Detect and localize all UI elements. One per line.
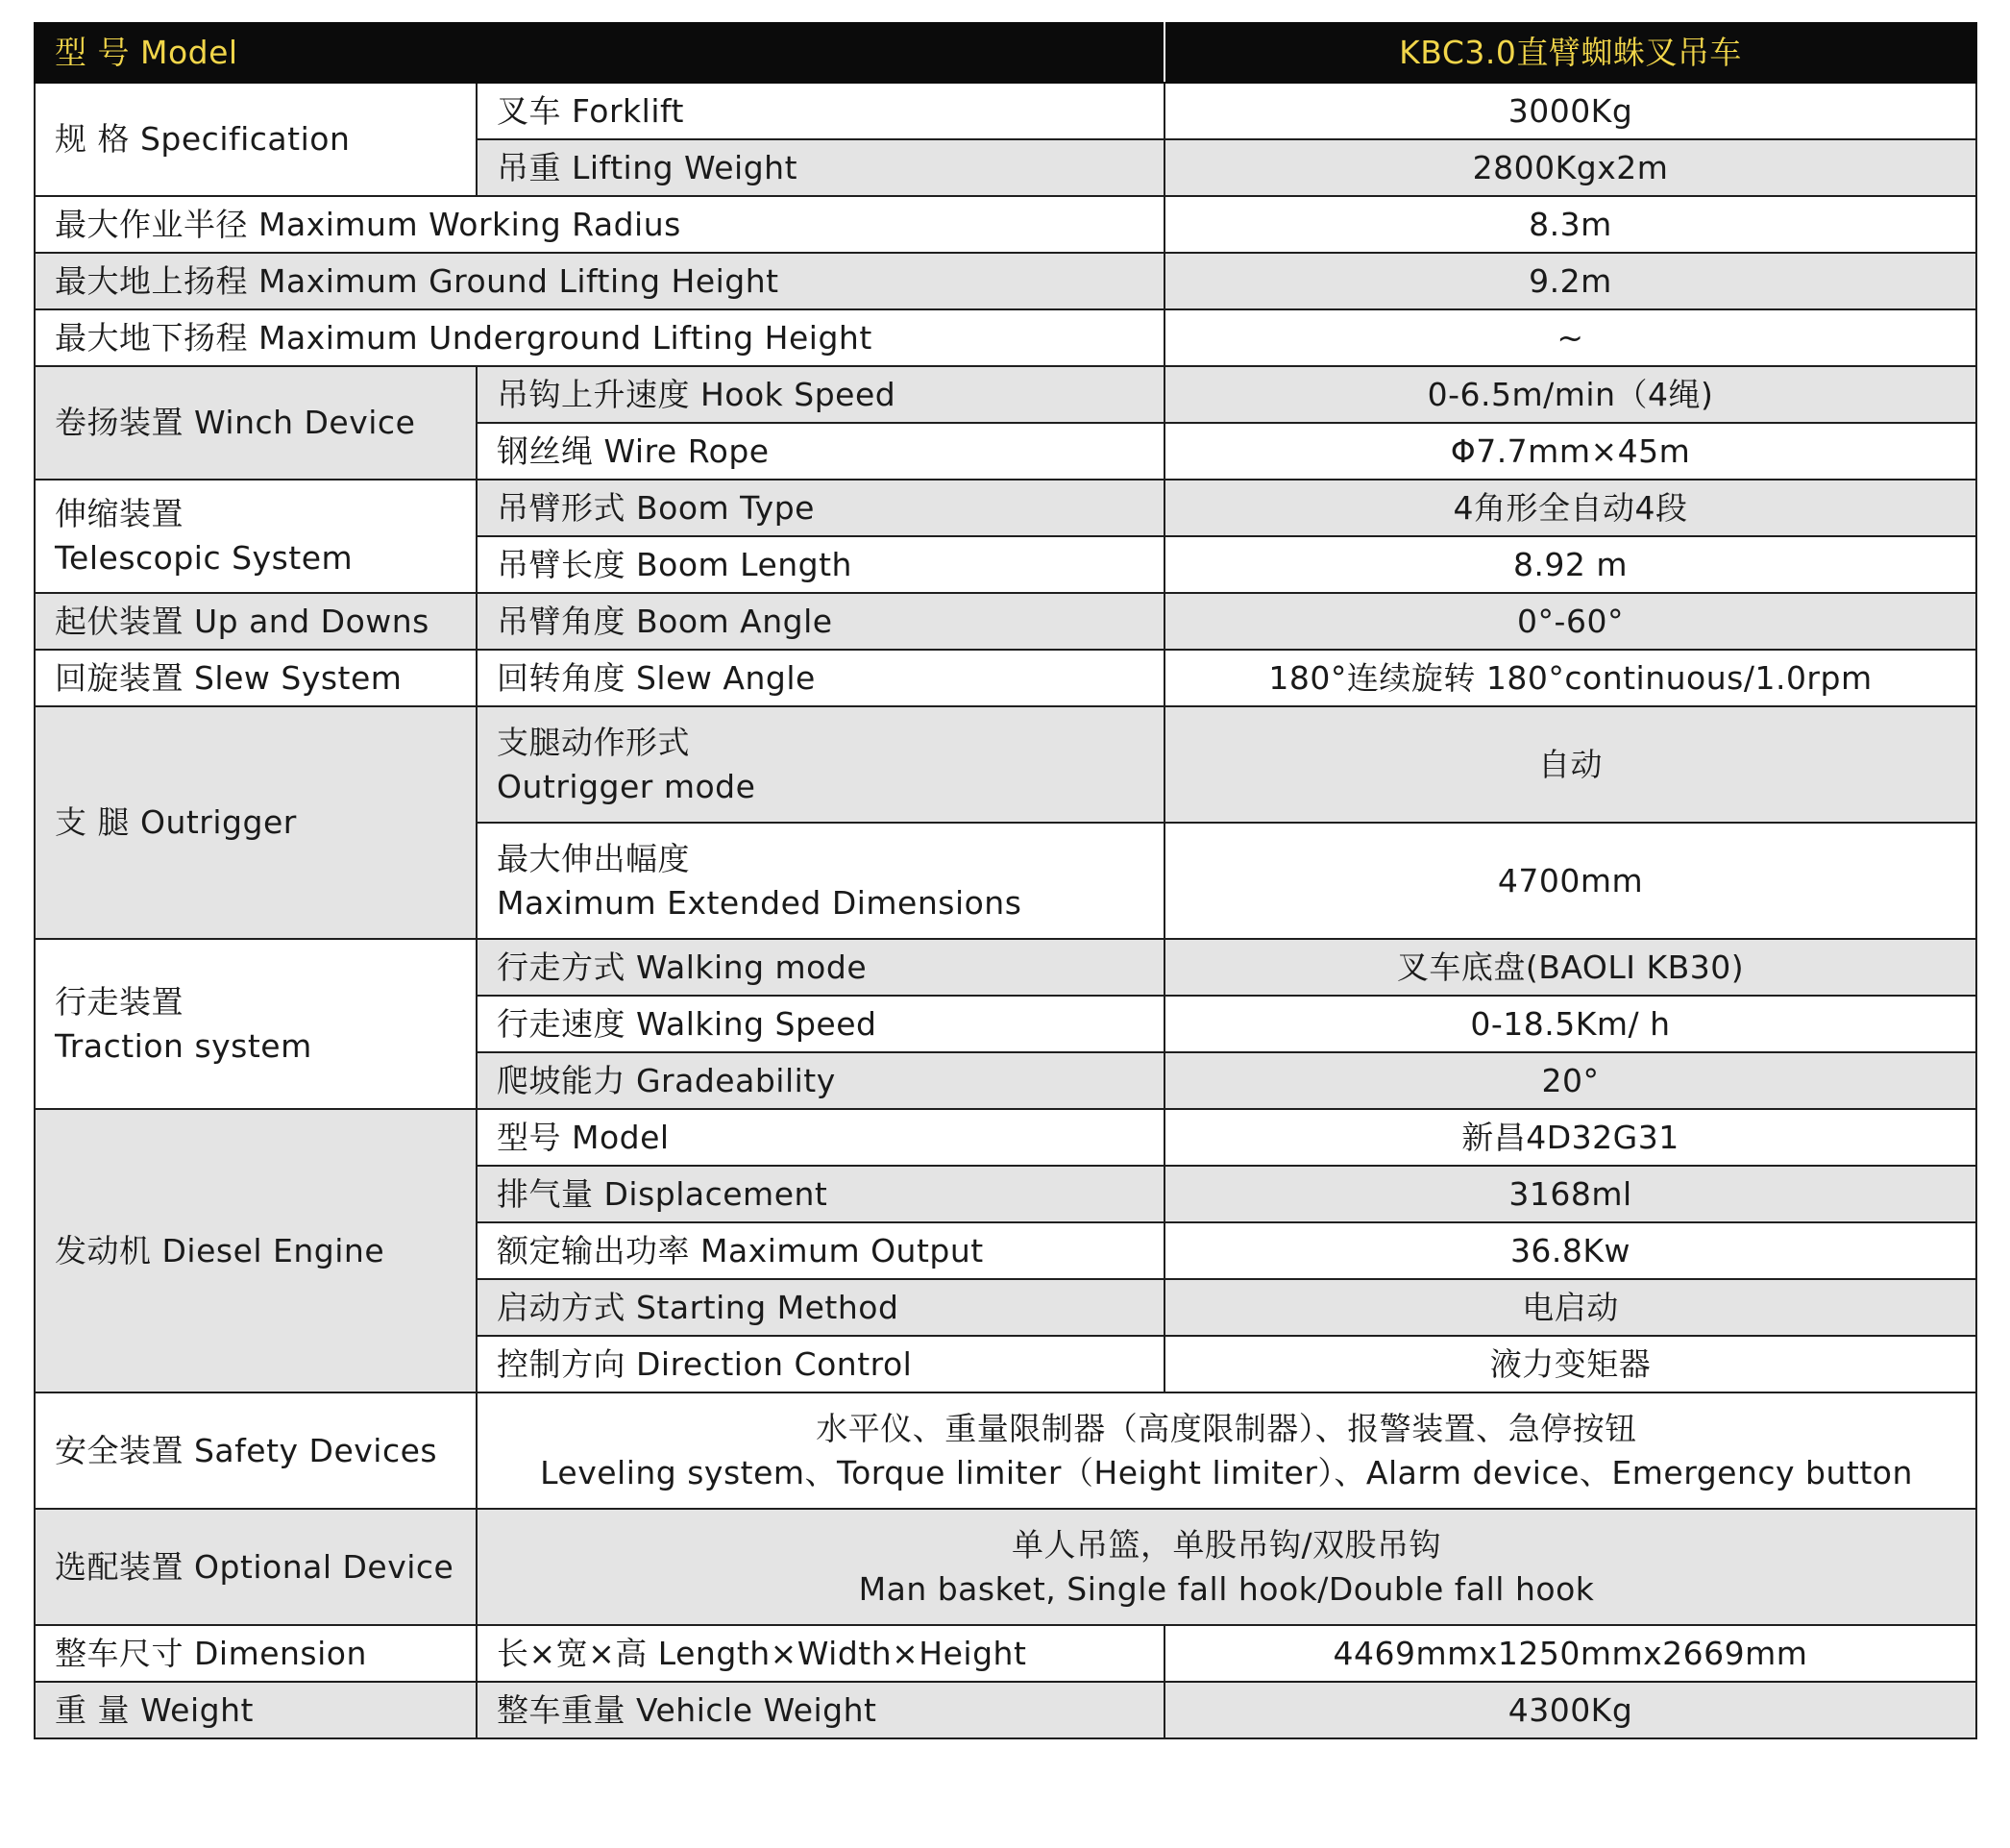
- safety-devices-en: Leveling system、Torque limiter（Height limiter）、Alarm device、Emergency button: [540, 1453, 1913, 1491]
- telescopic-group-cn: 伸缩装置: [55, 495, 184, 532]
- optional-group-label: 选配装置 Optional Device: [35, 1509, 477, 1625]
- optional-devices-cn: 单人吊篮，单股吊钩/双股吊钩: [1011, 1525, 1442, 1564]
- working-radius-label: 最大作业半径 Maximum Working Radius: [35, 196, 1164, 253]
- engine-group-label: 发动机 Diesel Engine: [35, 1109, 477, 1392]
- spec-group-label: 规 格 Specification: [35, 83, 477, 196]
- extended-dimensions-en: Maximum Extended Dimensions: [497, 883, 1022, 922]
- weight-group-label: 重 量 Weight: [35, 1682, 477, 1738]
- table-row: [35, 309, 1976, 366]
- lifting-weight-label: 吊重 Lifting Weight: [477, 139, 1164, 196]
- outrigger-mode-en: Outrigger mode: [497, 767, 756, 805]
- safety-devices-value: [477, 1392, 1976, 1509]
- max-output-value: 36.8Kw: [1164, 1222, 1976, 1279]
- spec-sheet: [34, 22, 1975, 1739]
- dimension-label: 长×宽×高 Length×Width×Height: [477, 1625, 1164, 1682]
- optional-devices-en: Man basket, Single fall hook/Double fall hook: [858, 1569, 1595, 1608]
- boom-angle-value: 0°-60°: [1164, 593, 1976, 650]
- spec-table: [34, 22, 1977, 1739]
- extended-dimensions-label: [477, 823, 1164, 939]
- gradeability-label: 爬坡能力 Gradeability: [477, 1052, 1164, 1109]
- engine-model-label: 型号 Model: [477, 1109, 1164, 1166]
- max-output-label: 额定输出功率 Maximum Output: [477, 1222, 1164, 1279]
- extended-dimensions-value: 4700mm: [1164, 823, 1976, 939]
- boom-type-value: 4角形全自动4段: [1164, 480, 1976, 536]
- displacement-label: 排气量 Displacement: [477, 1166, 1164, 1222]
- walking-speed-value: 0-18.5Km/ h: [1164, 996, 1976, 1052]
- walking-mode-value: 叉车底盘(BAOLI KB30): [1164, 939, 1976, 996]
- slew-angle-label: 回转角度 Slew Angle: [477, 650, 1164, 706]
- forklift-value: 3000Kg: [1164, 83, 1976, 139]
- winch-group-label: 卷扬装置 Winch Device: [35, 366, 477, 480]
- updown-group-label: 起伏装置 Up and Downs: [35, 593, 477, 650]
- outrigger-group-label: 支 腿 Outrigger: [35, 706, 477, 939]
- forklift-label: 叉车 Forklift: [477, 83, 1164, 139]
- engine-model-value: 新昌4D32G31: [1164, 1109, 1976, 1166]
- header-row: [35, 23, 1976, 83]
- boom-length-label: 吊臂长度 Boom Length: [477, 536, 1164, 593]
- dimension-value: 4469mmx1250mmx2669mm: [1164, 1625, 1976, 1682]
- gradeability-value: 20°: [1164, 1052, 1976, 1109]
- traction-group-en: Traction system: [55, 1026, 312, 1065]
- starting-method-label: 启动方式 Starting Method: [477, 1279, 1164, 1336]
- ground-height-value: 9.2m: [1164, 253, 1976, 309]
- table-row: [35, 196, 1976, 253]
- direction-control-value: 液力变矩器: [1164, 1336, 1976, 1392]
- boom-angle-label: 吊臂角度 Boom Angle: [477, 593, 1164, 650]
- safety-group-label: 安全装置 Safety Devices: [35, 1392, 477, 1509]
- safety-devices-cn: 水平仪、重量限制器（高度限制器）、报警装置、急停按钮: [816, 1409, 1637, 1447]
- table-row: [35, 650, 1976, 706]
- table-row: [35, 706, 1976, 823]
- displacement-value: 3168ml: [1164, 1166, 1976, 1222]
- telescopic-group-label: [35, 480, 477, 593]
- model-value: KBC3.0直臂蜘蛛叉吊车: [1164, 23, 1976, 83]
- lifting-weight-value: 2800Kgx2m: [1164, 139, 1976, 196]
- table-row: [35, 1682, 1976, 1738]
- telescopic-group-en: Telescopic System: [55, 539, 354, 577]
- table-row: [35, 480, 1976, 536]
- dimension-group-label: 整车尺寸 Dimension: [35, 1625, 477, 1682]
- vehicle-weight-label: 整车重量 Vehicle Weight: [477, 1682, 1164, 1738]
- slew-angle-value: 180°连续旋转 180°continuous/1.0rpm: [1164, 650, 1976, 706]
- model-label: 型 号 Model: [35, 23, 1164, 83]
- walking-speed-label: 行走速度 Walking Speed: [477, 996, 1164, 1052]
- table-row: [35, 939, 1976, 996]
- walking-mode-label: 行走方式 Walking mode: [477, 939, 1164, 996]
- hook-speed-value: 0-6.5m/min（4绳): [1164, 366, 1976, 423]
- wire-rope-value: Φ7.7mm×45m: [1164, 423, 1976, 480]
- table-row: [35, 593, 1976, 650]
- extended-dimensions-cn: 最大伸出幅度: [497, 839, 690, 877]
- table-row: [35, 1509, 1976, 1625]
- table-row: [35, 253, 1976, 309]
- wire-rope-label: 钢丝绳 Wire Rope: [477, 423, 1164, 480]
- table-row: [35, 83, 1976, 139]
- outrigger-mode-label: [477, 706, 1164, 823]
- underground-height-label: 最大地下扬程 Maximum Underground Lifting Height: [35, 309, 1164, 366]
- underground-height-value: ~: [1164, 309, 1976, 366]
- boom-type-label: 吊臂形式 Boom Type: [477, 480, 1164, 536]
- table-row: [35, 1109, 1976, 1166]
- traction-group-cn: 行走装置: [55, 982, 184, 1021]
- table-row: [35, 1625, 1976, 1682]
- working-radius-value: 8.3m: [1164, 196, 1976, 253]
- hook-speed-label: 吊钩上升速度 Hook Speed: [477, 366, 1164, 423]
- table-row: [35, 366, 1976, 423]
- table-row: [35, 1392, 1976, 1509]
- starting-method-value: 电启动: [1164, 1279, 1976, 1336]
- optional-devices-value: [477, 1509, 1976, 1625]
- outrigger-mode-value: 自动: [1164, 706, 1976, 823]
- vehicle-weight-value: 4300Kg: [1164, 1682, 1976, 1738]
- ground-height-label: 最大地上扬程 Maximum Ground Lifting Height: [35, 253, 1164, 309]
- boom-length-value: 8.92 m: [1164, 536, 1976, 593]
- traction-group-label: [35, 939, 477, 1109]
- outrigger-mode-cn: 支腿动作形式: [497, 723, 690, 761]
- direction-control-label: 控制方向 Direction Control: [477, 1336, 1164, 1392]
- slew-group-label: 回旋装置 Slew System: [35, 650, 477, 706]
